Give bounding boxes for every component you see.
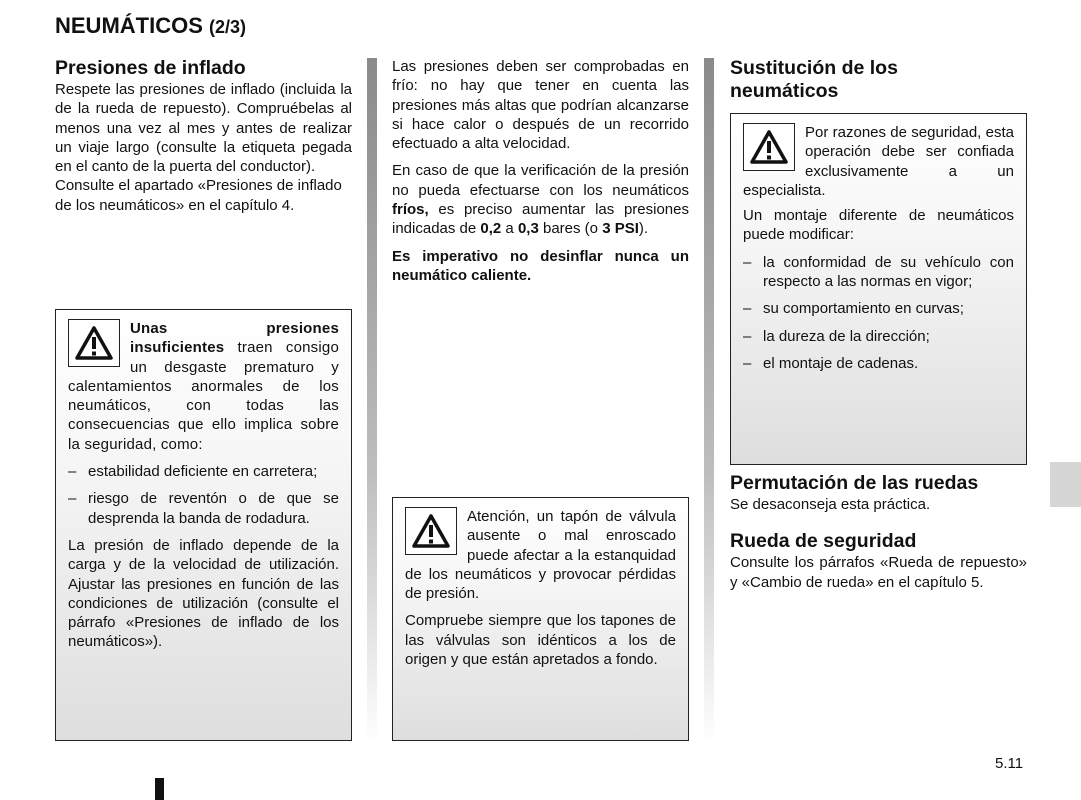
warning-box-tapon	[392, 497, 689, 741]
col1-para2: Consulte el apartado «Presiones de inflado de los neumáticos» en el capítulo 4.	[55, 177, 342, 214]
crop-mark	[155, 778, 164, 800]
col3-para2: Se desaconseja esta práctica.	[730, 496, 931, 513]
warning3-list-item: – la dureza de la dirección;	[743, 327, 930, 345]
warning3-intro: Un montaje diferente de neumáticos puede modificar:	[743, 207, 1014, 244]
column-2	[392, 57, 689, 285]
warning3-list-item: – su comportamiento en curvas;	[743, 300, 964, 318]
warning3-text: Por razones de seguridad, esta operación debe ser confiada exclusivamente a un especialista.	[743, 124, 1014, 199]
col2-para3: Es imperativo no desinflar nunca un neumático caliente.	[392, 247, 689, 284]
col1-para1: Respete las presiones de inflado (incluida la de la rueda de repuesto). Compruébelas al menos una vez al mes y antes de realizar un viaje largo (consulte la etiqueta pegada en el canto de la puerta del conductor).	[55, 81, 352, 176]
heading-permutacion: Permutación de las ruedas	[730, 472, 979, 494]
column-3	[730, 57, 1027, 103]
column-3-lower	[730, 472, 1027, 592]
warning-box-presiones	[55, 309, 352, 741]
heading-presiones-inflado: Presiones de inflado	[55, 57, 246, 79]
warning2-text1: Atención, un tapón de válvula ausente o mal enroscado puede afectar a la estanquidad de los neumáticos y provocar pérdidas de presión.	[405, 508, 676, 603]
col2-para1: Las presiones deben ser comprobadas en frío: no hay que tener en cuenta las presiones más altas que podrían alcanzarse si hace calor o después de un recorrido efectuado a alta velocidad.	[392, 58, 689, 153]
warning-triangle-icon	[405, 507, 457, 555]
chapter-tab	[1050, 462, 1081, 507]
page-title	[55, 13, 247, 38]
title-page-of: (2/3)	[209, 17, 247, 37]
title-text: NEUMÁTICOS	[55, 13, 203, 38]
warning1-outro: La presión de inflado depende de la carga y de la velocidad de utilización. Ajustar las presiones en función de las condiciones de utilización (consulte el párrafo «Presiones de inflado de los neumáticos»).	[68, 536, 339, 651]
warning-triangle-icon	[743, 123, 795, 171]
column-separator	[704, 58, 714, 744]
warning1-list-item: – riesgo de reventón o de que se desprenda la banda de rodadura.	[68, 490, 339, 527]
warning-triangle-icon	[68, 319, 120, 367]
warning1-list-item: – estabilidad deficiente en carretera;	[68, 463, 318, 481]
col3-para3: Consulte los párrafos «Rueda de repuesto» y «Cambio de rueda» en el capítulo 5.	[730, 554, 1027, 591]
warning3-list-item: – la conformidad de su vehículo con respecto a las normas en vigor;	[743, 253, 1014, 291]
warning2-text2: Compruebe siempre que los tapones de las válvulas son idénticos a los de origen y que están apretados a fondo.	[405, 612, 676, 669]
heading-rueda-seguridad: Rueda de seguridad	[730, 530, 917, 553]
warning1-bold: Unas presiones insuficientes	[130, 320, 339, 357]
heading-sustitucion: Sustitución de los neumáticos	[730, 57, 898, 102]
column-separator	[367, 58, 377, 744]
warning1-text: traen consigo un desgaste prematuro y calentamientos anormales de los neumáticos, con todas las consecuencias que ello implica sobre la seguridad, como:	[68, 339, 339, 453]
column-1	[55, 57, 352, 215]
page-number: 5.11	[995, 755, 1024, 772]
col2-para2: En caso de que la verificación de la presión no pueda efectuarse con los neumáticos fríos, es preciso aumentar las presiones indicadas de 0,2 a 0,3 bares (o 3 PSI).	[392, 162, 689, 238]
warning3-list-item: – el montaje de cadenas.	[743, 354, 919, 372]
warning-box-sustitucion	[730, 113, 1027, 465]
